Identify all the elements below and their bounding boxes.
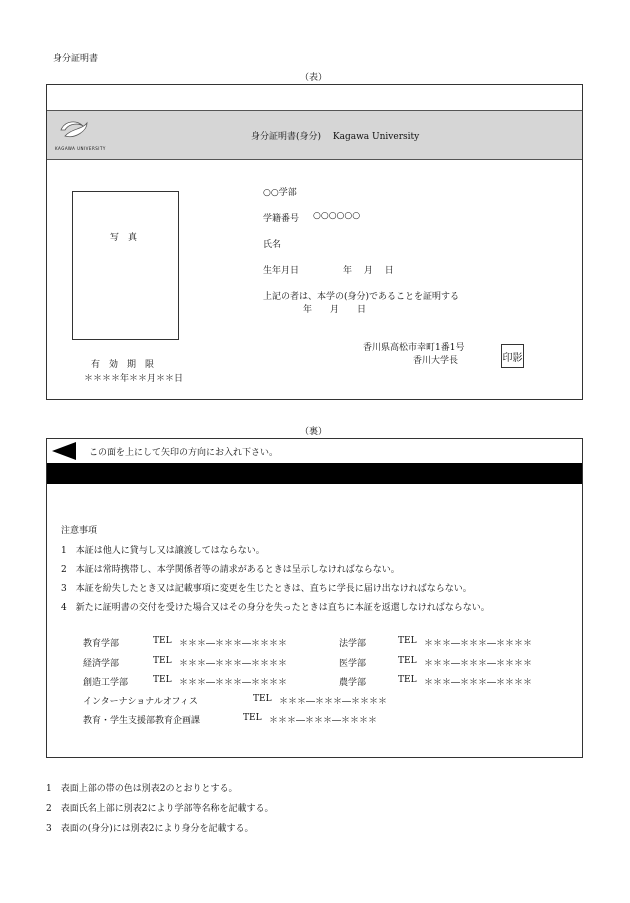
notice-item: 3 本証を紛失したとき又は記載事項に変更を生じたときは、直ちに学長に届け出なければならない。 xyxy=(61,584,472,594)
notice-title: 注意事項 xyxy=(61,526,98,536)
insert-arrow-icon xyxy=(52,442,76,460)
notice-item: 2 本証は常時携帯し、本学関係者等の請求があるときは呈示しなければならない。 xyxy=(61,565,400,575)
card-header-band xyxy=(47,110,582,160)
card-title: 身分証明書(身分) Kagawa University xyxy=(251,132,420,142)
notice-item: 4 新たに証明書の交付を受けた場合又はその身分を失ったときは直ちに本証を返還しなければならない。 xyxy=(61,603,490,613)
university-logo xyxy=(55,117,106,151)
contact-name: 法学部 xyxy=(339,639,367,649)
name-label: 氏名 xyxy=(263,240,282,250)
logo-text: KAGAWA UNIVERSITY xyxy=(55,146,106,151)
certification-text: 上記の者は、本学の(身分)であることを証明する xyxy=(263,292,460,302)
contact-tel: ＊＊＊―＊＊＊―＊＊＊＊ xyxy=(179,659,288,669)
front-side-label: （表） xyxy=(300,73,328,83)
contact-tel: ＊＊＊―＊＊＊―＊＊＊＊ xyxy=(424,639,533,649)
contact-tel: ＊＊＊―＊＊＊―＊＊＊＊ xyxy=(424,678,533,688)
contact-name: 経済学部 xyxy=(83,659,120,669)
footnote: 1 表面上部の帯の色は別表2のとおりとする。 xyxy=(46,784,238,794)
photo-area xyxy=(72,191,179,340)
president-title: 香川大学長 xyxy=(413,356,459,366)
contact-tel: ＊＊＊―＊＊＊―＊＊＊＊ xyxy=(269,716,378,726)
notice-item: 1 本証は他人に貸与し又は譲渡してはならない。 xyxy=(61,546,265,556)
contact-tel-label: TEL xyxy=(243,713,262,723)
contact-name: 農学部 xyxy=(339,678,367,688)
contact-tel-label: TEL xyxy=(398,675,417,685)
official-seal: 印影 xyxy=(501,344,524,368)
university-address: 香川県高松市幸町1番1号 xyxy=(363,343,465,353)
contact-name: インターナショナルオフィス xyxy=(83,697,198,707)
back-side-label: （裏） xyxy=(300,427,328,437)
contact-tel: ＊＊＊―＊＊＊―＊＊＊＊ xyxy=(279,697,388,707)
certification-date: 年 月 日 xyxy=(303,305,367,315)
contact-name: 創造工学部 xyxy=(83,678,129,688)
birth-date-format: 年 月 日 xyxy=(343,266,394,276)
magnetic-stripe xyxy=(47,463,582,484)
contact-tel-label: TEL xyxy=(253,694,272,704)
contact-tel: ＊＊＊―＊＊＊―＊＊＊＊ xyxy=(179,678,288,688)
id-card-front xyxy=(46,84,583,400)
contact-name: 教育学部 xyxy=(83,639,120,649)
footnote: 2 表面氏名上部に別表2により学部等名称を記載する。 xyxy=(46,804,274,814)
logo-icon xyxy=(55,117,93,141)
faculty-name: ○○学部 xyxy=(263,188,297,198)
photo-label: 写 真 xyxy=(110,233,138,243)
insert-instruction: この面を上にして矢印の方向にお入れ下さい。 xyxy=(89,448,279,458)
footnote: 3 表面の(身分)には別表2により身分を記載する。 xyxy=(46,824,254,834)
document-title: 身分証明書 xyxy=(53,54,99,64)
id-card-back xyxy=(46,438,583,758)
contact-tel-label: TEL xyxy=(153,675,172,685)
contact-name: 教育・学生支援部教育企画課 xyxy=(83,716,201,726)
validity-label: 有 効 期 限 xyxy=(91,360,155,370)
contact-tel-label: TEL xyxy=(153,636,172,646)
contact-tel-label: TEL xyxy=(398,636,417,646)
contact-tel-label: TEL xyxy=(153,656,172,666)
birth-date-label: 生年月日 xyxy=(263,266,300,276)
validity-date: ＊＊＊＊年＊＊月＊＊日 xyxy=(84,374,184,384)
contact-tel: ＊＊＊―＊＊＊―＊＊＊＊ xyxy=(424,659,533,669)
contact-tel-label: TEL xyxy=(398,656,417,666)
contact-tel: ＊＊＊―＊＊＊―＊＊＊＊ xyxy=(179,639,288,649)
contact-name: 医学部 xyxy=(339,659,367,669)
student-id-value: ○○○○○○ xyxy=(313,211,361,221)
student-id-label: 学籍番号 xyxy=(263,214,300,224)
